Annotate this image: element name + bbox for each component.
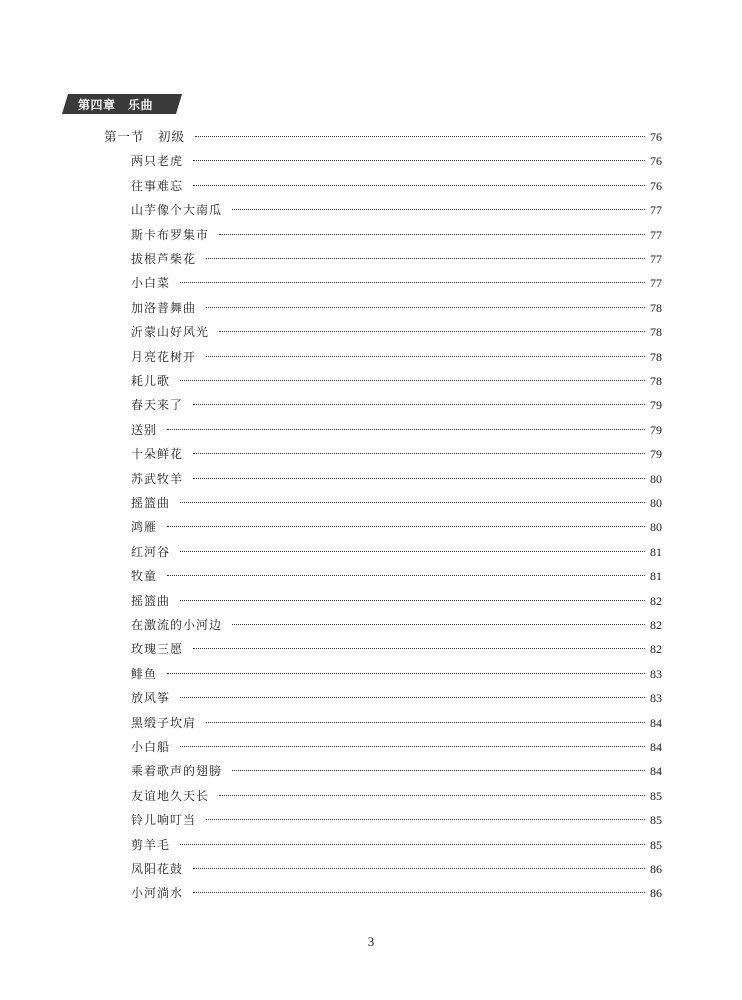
- toc-item[interactable]: [131, 665, 662, 683]
- toc-item-page: 82: [650, 618, 662, 632]
- toc-item-title: 春天来了: [131, 398, 184, 413]
- dot-leader: [193, 160, 645, 161]
- toc-item-title: 小白菜: [131, 276, 171, 291]
- chapter-banner: [62, 94, 182, 114]
- toc-section-row[interactable]: [104, 128, 662, 146]
- toc-item-page: 78: [650, 300, 662, 315]
- toc-item-page: 78: [650, 325, 662, 340]
- dot-leader: [180, 746, 645, 747]
- dot-leader: [180, 380, 645, 381]
- section-title: 第一节 初级: [104, 129, 186, 144]
- toc-item-title: 沂蒙山好风光: [131, 325, 210, 340]
- dot-leader: [206, 722, 645, 723]
- toc-item[interactable]: [131, 860, 662, 878]
- toc-item-title: 月亮花树开: [131, 349, 197, 364]
- toc-item-page: 81: [650, 569, 662, 584]
- dot-leader: [167, 526, 645, 527]
- toc-item-title: 剪羊毛: [131, 837, 171, 852]
- toc-item-page: 86: [650, 886, 662, 901]
- toc-item[interactable]: [131, 714, 662, 732]
- toc-item-page: 84: [650, 764, 662, 779]
- toc-item-page: 82: [650, 593, 662, 608]
- toc-item[interactable]: [131, 274, 662, 292]
- toc-item-title: 山芋像个大南瓜: [131, 203, 223, 218]
- dot-leader: [167, 429, 645, 430]
- dot-leader: [193, 453, 645, 454]
- toc-item[interactable]: [131, 738, 662, 756]
- toc-item-page: 83: [650, 691, 662, 706]
- toc-item-title: 小河淌水: [131, 886, 184, 901]
- toc-item-title: 黑缎子坎肩: [131, 715, 197, 730]
- toc-item[interactable]: [131, 884, 662, 902]
- dot-leader: [180, 551, 645, 552]
- dot-leader: [219, 795, 645, 796]
- toc-item-page: 77: [650, 252, 662, 266]
- toc-item[interactable]: [131, 592, 662, 610]
- toc-item[interactable]: [131, 616, 662, 634]
- toc-item-title: 放风筝: [131, 691, 171, 706]
- toc-item[interactable]: [131, 689, 662, 707]
- toc-item-page: 79: [650, 422, 662, 437]
- dot-leader: [193, 868, 645, 869]
- section-page: 76: [650, 130, 662, 144]
- toc-item-title: 摇篮曲: [131, 593, 171, 608]
- dot-leader: [193, 478, 645, 479]
- toc-item[interactable]: [131, 177, 662, 195]
- toc-item[interactable]: [131, 348, 662, 366]
- toc-item-title: 十朵鲜花: [131, 447, 184, 462]
- toc-item-title: 乘着歌声的翅膀: [131, 764, 223, 779]
- toc-item-page: 83: [650, 666, 662, 681]
- toc-item-page: 77: [650, 227, 662, 242]
- toc-item-page: 80: [650, 496, 662, 510]
- toc-item[interactable]: [131, 323, 662, 341]
- toc-item-page: 85: [650, 837, 662, 852]
- dot-leader: [167, 673, 645, 674]
- toc-item-page: 85: [650, 813, 662, 828]
- toc-item-page: 77: [650, 276, 662, 291]
- dot-leader: [219, 234, 645, 235]
- toc-item-page: 82: [650, 642, 662, 657]
- toc-item[interactable]: [131, 299, 662, 317]
- dot-leader: [219, 331, 645, 332]
- toc-item-page: 79: [650, 398, 662, 413]
- toc-item-title: 红河谷: [131, 544, 171, 559]
- toc-item[interactable]: [131, 836, 662, 854]
- toc-item[interactable]: [131, 152, 662, 170]
- dot-leader: [232, 209, 645, 210]
- toc-item-title: 牧童: [131, 569, 158, 584]
- toc-item-title: 小白船: [131, 740, 171, 754]
- toc-item-title: 摇篮曲: [131, 496, 171, 510]
- toc-item-page: 77: [650, 203, 662, 218]
- dot-leader: [206, 258, 645, 259]
- toc-item[interactable]: [131, 567, 662, 585]
- dot-leader: [193, 404, 645, 405]
- chapter-title: 第四章 乐曲: [78, 97, 154, 112]
- dot-leader: [180, 844, 645, 845]
- toc-item[interactable]: [131, 372, 662, 390]
- toc-item-title: 鲱鱼: [131, 666, 158, 681]
- toc-item[interactable]: [131, 811, 662, 829]
- dot-leader: [206, 356, 645, 357]
- toc-item-title: 在激流的小河边: [131, 618, 223, 632]
- toc-item-page: 85: [650, 788, 662, 803]
- toc-item-title: 凤阳花鼓: [131, 862, 184, 876]
- dot-leader: [180, 697, 645, 698]
- toc-item[interactable]: [131, 421, 662, 439]
- dot-leader: [232, 624, 645, 625]
- dot-leader: [232, 770, 645, 771]
- toc-item[interactable]: [131, 762, 662, 780]
- page-number: 3: [367, 934, 375, 949]
- toc-item-title: 斯卡布罗集市: [131, 227, 210, 242]
- toc-item[interactable]: [131, 518, 662, 536]
- toc-item-page: 78: [650, 374, 662, 388]
- toc-item-title: 拔根芦柴花: [131, 252, 197, 266]
- dot-leader: [193, 185, 645, 186]
- toc-item[interactable]: [131, 470, 662, 488]
- toc-item-page: 84: [650, 740, 662, 754]
- toc-item-page: 78: [650, 349, 662, 364]
- toc-item-page: 86: [650, 862, 662, 876]
- toc-item-title: 往事难忘: [131, 178, 184, 193]
- toc-item-title: 苏武牧羊: [131, 471, 184, 486]
- dot-leader: [206, 307, 645, 308]
- toc-item[interactable]: [131, 201, 662, 219]
- dot-leader: [193, 892, 645, 893]
- toc-item-page: 76: [650, 154, 662, 169]
- toc-item-title: 铃儿响叮当: [131, 813, 197, 828]
- toc-item[interactable]: [131, 396, 662, 414]
- dot-leader: [180, 600, 645, 601]
- toc-item-title: 加洛普舞曲: [131, 300, 197, 315]
- toc-item[interactable]: [131, 787, 662, 805]
- toc-item[interactable]: [131, 494, 662, 512]
- toc-item[interactable]: [131, 445, 662, 463]
- toc-item-page: 84: [650, 715, 662, 730]
- dot-leader: [193, 648, 645, 649]
- toc-item-title: 耗儿歌: [131, 374, 171, 388]
- toc-item-page: 80: [650, 471, 662, 486]
- toc-item-page: 81: [650, 544, 662, 559]
- toc-item-title: 鸿雁: [131, 520, 158, 535]
- toc-item[interactable]: [131, 640, 662, 658]
- dot-leader: [195, 136, 645, 137]
- toc-item-page: 76: [650, 178, 662, 193]
- dot-leader: [167, 575, 645, 576]
- toc-item[interactable]: [131, 543, 662, 561]
- dot-leader: [180, 502, 645, 503]
- toc-item[interactable]: [131, 250, 662, 268]
- dot-leader: [180, 282, 645, 283]
- toc-item-page: 79: [650, 447, 662, 462]
- toc-item[interactable]: [131, 226, 662, 244]
- toc-item-page: 80: [650, 520, 662, 535]
- dot-leader: [206, 819, 645, 820]
- toc-item-title: 两只老虎: [131, 154, 184, 169]
- toc-item-title: 送别: [131, 422, 158, 437]
- toc-item-title: 玫瑰三愿: [131, 642, 184, 657]
- toc-item-title: 友谊地久天长: [131, 788, 210, 803]
